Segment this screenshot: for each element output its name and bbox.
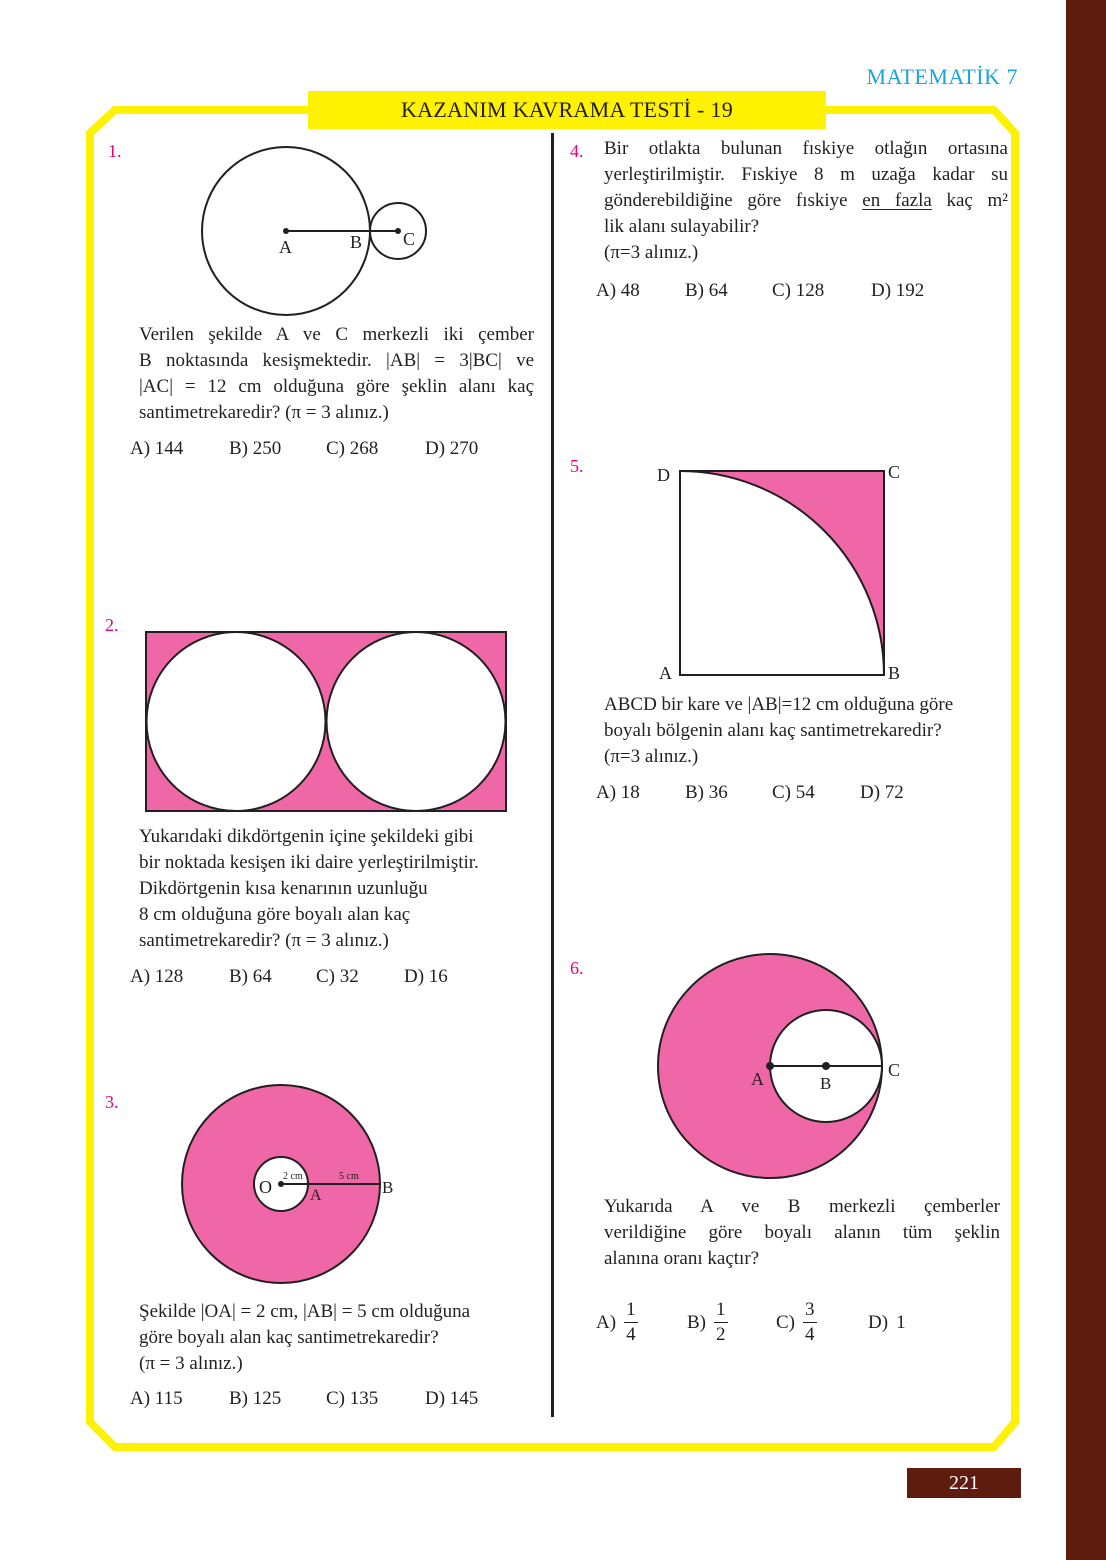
- question-3-text: [139, 1299, 539, 1377]
- q6-label-a: A: [751, 1069, 764, 1089]
- q6-option-a-label: A): [596, 1311, 617, 1333]
- q2-option-b[interactable]: B) 64: [229, 966, 272, 987]
- q1-line-3: |AC| = 12 cm olduğuna göre şeklin alanı kaç: [139, 376, 534, 397]
- q6-option-a-den: 4: [626, 1324, 636, 1345]
- subject-label: MATEMATİK 7: [866, 64, 1018, 89]
- q1-line-2: B noktasında kesişmektedir. |AB| = 3|BC| ve: [139, 350, 534, 371]
- question-2-figure: [140, 625, 512, 817]
- q5-line-2: boyalı bölgenin alanı kaç santimetrekaredir?: [604, 720, 942, 741]
- q6-option-c-label: C): [776, 1311, 795, 1333]
- q4-option-d[interactable]: D) 192: [871, 280, 925, 301]
- q6-option-c[interactable]: [776, 1298, 817, 1347]
- q6-option-c-fraction: [803, 1298, 817, 1347]
- question-6-text: [604, 1194, 1000, 1272]
- q1-option-a[interactable]: A) 144: [130, 438, 184, 459]
- q5-line-3: (π=3 alınız.): [604, 746, 699, 767]
- page-number: 221: [907, 1468, 1021, 1498]
- q6-option-c-den: 4: [805, 1324, 815, 1345]
- question-2-options: [130, 966, 448, 988]
- q3-option-c[interactable]: C) 135: [326, 1388, 379, 1409]
- q5-label-b: B: [888, 663, 901, 683]
- q1-label-b: B: [350, 232, 363, 252]
- q3-label-o: O: [259, 1177, 272, 1197]
- q1-label-c: C: [403, 229, 416, 249]
- q1-option-d[interactable]: D) 270: [425, 438, 479, 459]
- q6-option-d-label: D): [868, 1312, 889, 1333]
- q6-option-b-label: B): [687, 1311, 706, 1333]
- q6-option-b-num: 1: [714, 1298, 728, 1323]
- q5-label-d: D: [657, 465, 670, 485]
- q6-option-a-fraction: [624, 1298, 638, 1347]
- question-4-number: 4.: [570, 141, 584, 161]
- q6-line-3: alanına oranı kaçtır?: [604, 1248, 760, 1269]
- q3-option-a[interactable]: A) 115: [130, 1388, 183, 1409]
- q5-option-d[interactable]: D) 72: [860, 782, 904, 803]
- q6-option-c-num: 3: [803, 1298, 817, 1323]
- q6-label-b: B: [820, 1074, 832, 1093]
- q6-line-2: verildiğine göre boyalı alanın tüm şeklin: [604, 1222, 1000, 1243]
- q5-label-a: A: [659, 663, 672, 683]
- q1-label-a: A: [279, 237, 292, 257]
- q3-option-d[interactable]: D) 145: [425, 1388, 479, 1409]
- q3-option-b[interactable]: B) 125: [229, 1388, 282, 1409]
- q6-option-a-num: 1: [624, 1298, 638, 1323]
- q4-emphasis: en fazla: [862, 190, 932, 211]
- q2-line-1: Yukarıdaki dikdörtgenin içine şekildeki gibi: [139, 826, 474, 847]
- q3-line-1: Şekilde |OA| = 2 cm, |AB| = 5 cm olduğuna: [139, 1301, 471, 1322]
- q6-line-1: Yukarıda A ve B merkezli çemberler: [604, 1196, 1000, 1217]
- question-6-figure: [650, 945, 910, 1185]
- q4-line-3-post: kaç m²: [931, 190, 1009, 211]
- q4-line-3-pre: gönderebildiğine göre fıskiye: [604, 190, 863, 211]
- q3-label-ab: 5 cm: [339, 1171, 359, 1182]
- q4-option-b[interactable]: B) 64: [685, 280, 728, 301]
- q4-line-3: [604, 188, 1008, 214]
- question-5-figure: [650, 455, 910, 685]
- question-3-number: 3.: [105, 1092, 119, 1112]
- q6-option-d[interactable]: [868, 1312, 906, 1334]
- question-5-number: 5.: [570, 456, 584, 476]
- q5-option-c[interactable]: C) 54: [772, 782, 815, 803]
- q6-option-b-fraction: [714, 1298, 728, 1347]
- q4-option-c[interactable]: C) 128: [772, 280, 825, 301]
- question-3-options: [130, 1388, 478, 1410]
- q4-line-4: lik alanı sulayabilir?: [604, 216, 760, 237]
- q6-option-a[interactable]: [596, 1298, 638, 1347]
- q2-line-3: Dikdörtgenin kısa kenarının uzunluğu: [139, 878, 428, 899]
- q6-option-b-den: 2: [716, 1324, 726, 1345]
- q6-option-d-value: 1: [896, 1312, 906, 1333]
- q5-option-a[interactable]: A) 18: [596, 782, 640, 803]
- q3-label-a: A: [310, 1187, 322, 1204]
- q4-line-5: (π=3 alınız.): [604, 242, 699, 263]
- test-title: KAZANIM KAVRAMA TESTİ - 19: [308, 91, 826, 129]
- q5-option-b[interactable]: B) 36: [685, 782, 728, 803]
- question-1-number: 1.: [108, 141, 122, 161]
- side-strip: [1066, 0, 1106, 1560]
- q4-line-2: yerleştirilmiştir. Fıskiye 8 m uzağa kadar su: [604, 164, 1008, 185]
- q1-option-b[interactable]: B) 250: [229, 438, 282, 459]
- q2-line-4: 8 cm olduğuna göre boyalı alan kaç: [139, 904, 411, 925]
- question-1-text: [139, 322, 534, 426]
- question-4-text: [604, 136, 1008, 266]
- question-5-text: [604, 692, 1004, 770]
- q4-line-1: Bir otlakta bulunan fıskiye otlağın ortasına: [604, 138, 1008, 159]
- q2-option-d[interactable]: D) 16: [404, 966, 448, 987]
- q3-label-b: B: [382, 1178, 394, 1197]
- q6-option-b[interactable]: [687, 1298, 728, 1347]
- question-3-figure: [175, 1085, 405, 1293]
- q4-option-a[interactable]: A) 48: [596, 280, 640, 301]
- column-divider: [551, 133, 554, 1417]
- q3-line-3: (π = 3 alınız.): [139, 1353, 243, 1374]
- q1-option-c[interactable]: C) 268: [326, 438, 379, 459]
- q2-option-a[interactable]: A) 128: [130, 966, 184, 987]
- q1-line-4: santimetrekaredir? (π = 3 alınız.): [139, 402, 389, 423]
- q3-line-2: göre boyalı alan kaç santimetrekaredir?: [139, 1327, 439, 1348]
- q5-line-1: ABCD bir kare ve |AB|=12 cm olduğuna göre: [604, 694, 954, 715]
- question-2-number: 2.: [105, 615, 119, 635]
- question-1-options: [130, 438, 478, 460]
- question-1-figure: [195, 150, 435, 315]
- question-5-options: [596, 782, 904, 804]
- q2-option-c[interactable]: C) 32: [316, 966, 359, 987]
- q6-label-c: C: [888, 1060, 901, 1080]
- q5-label-c: C: [888, 462, 901, 482]
- question-2-text: [139, 824, 539, 954]
- q1-line-1: Verilen şekilde A ve C merkezli iki çember: [139, 324, 534, 345]
- question-6-number: 6.: [570, 958, 584, 978]
- q2-line-5: santimetrekaredir? (π = 3 alınız.): [139, 930, 389, 951]
- q3-label-oa: 2 cm: [283, 1171, 303, 1182]
- question-4-options: [596, 280, 924, 302]
- q2-line-2: bir noktada kesişen iki daire yerleştirilmiştir.: [139, 852, 479, 873]
